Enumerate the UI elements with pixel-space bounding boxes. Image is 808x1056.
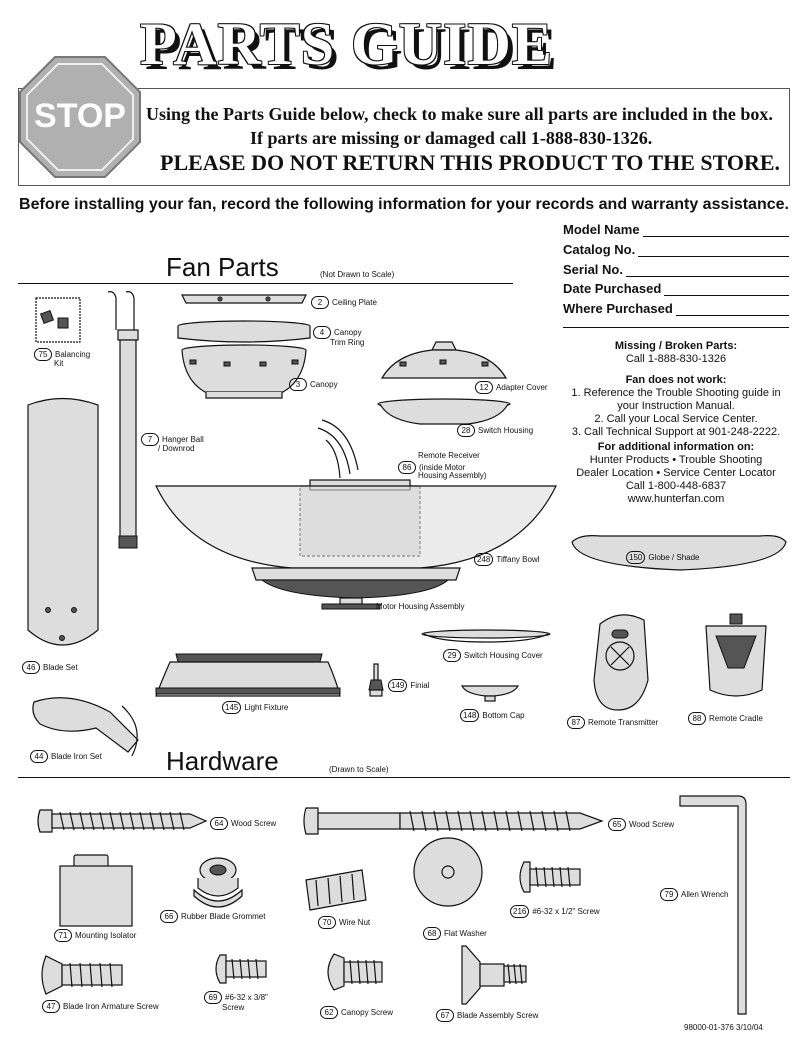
record-label: Where Purchased [563, 301, 673, 316]
screw-69-drawing [216, 955, 266, 983]
remote-transmitter-drawing [594, 615, 648, 710]
part-label-text: Switch Housing [478, 426, 534, 435]
wood-screw-64-drawing [38, 810, 206, 832]
part-label-text: Flat Washer [444, 929, 487, 938]
hw-47-label [42, 1000, 159, 1013]
record-label: Date Purchased [563, 281, 662, 296]
rubber-grommet-drawing [194, 858, 242, 907]
part-number-badge: 46 [22, 661, 40, 674]
additional-line: www.hunterfan.com [627, 493, 725, 505]
part-86-label-3: Housing Assembly) [418, 471, 487, 480]
fan-parts-note: (Not Drawn to Scale) [320, 270, 395, 279]
wood-screw-65-drawing [304, 808, 602, 834]
hw-79-label [660, 888, 728, 901]
part-number-badge: 44 [30, 750, 48, 763]
part-4-label-2: Trim Ring [330, 338, 365, 347]
part-number-badge: 65 [608, 818, 626, 831]
blade-drawing [28, 399, 98, 646]
part-number-badge: 87 [567, 716, 585, 729]
part-label-text: Remote Transmitter [588, 718, 659, 727]
part-label-text: Mounting Isolator [75, 931, 137, 940]
additional-line: Call 1-800-448-6837 [625, 480, 727, 492]
part-number-badge: 3 [289, 378, 307, 391]
notwork-line: 1. Reference the Trouble Shooting guide in [571, 387, 781, 399]
banner-line-2: If parts are missing or damaged call 1-888-830-1326. [250, 128, 653, 148]
part-148-label [460, 709, 525, 722]
part-75-label-2: Kit [54, 359, 64, 368]
banner-line-1: Using the Parts Guide below, check to make sure all parts are included in the box. [146, 104, 773, 124]
hardware-illustrations [0, 780, 808, 1035]
record-label: Model Name [563, 222, 640, 237]
part-number-badge: 64 [210, 817, 228, 830]
part-46-label [22, 661, 78, 674]
fan-parts-illustrations [0, 285, 808, 770]
part-number-badge: 28 [457, 424, 475, 437]
part-number-badge: 150 [626, 551, 645, 564]
part-number-badge: 148 [460, 709, 479, 722]
part-number-badge: 4 [313, 326, 331, 339]
part-number-badge: 88 [688, 712, 706, 725]
tiffany-bowl-drawing [156, 486, 556, 609]
part-label-text: Switch Housing Cover [464, 651, 543, 660]
motor-housing-label: Motor Housing Assembly [376, 602, 465, 611]
hw-65-label [608, 818, 674, 831]
part-label-text: Blade Iron Armature Screw [63, 1002, 159, 1011]
stop-sign-icon [18, 55, 142, 179]
wires-drawing [318, 420, 358, 478]
additional-line: Hunter Products • Trouble Shooting [589, 454, 763, 466]
part-number-badge: 216 [510, 905, 529, 918]
missing-title: Missing / Broken Parts: [614, 340, 738, 352]
part-2-label [311, 296, 377, 309]
part-29-label [443, 649, 543, 662]
part-label-text: Light Fixture [244, 703, 289, 712]
hw-67-label [436, 1009, 538, 1022]
hardware-rule [18, 777, 790, 778]
flat-washer-drawing [414, 838, 482, 906]
hw-71-label [54, 929, 136, 942]
part-label-text: Remote Cradle [709, 714, 763, 723]
missing-text: Call 1-888-830-1326 [625, 353, 727, 365]
part-number-badge: 67 [436, 1009, 454, 1022]
additional-line: Dealer Location • Service Center Locator [576, 467, 776, 479]
additional-title: For additional information on: [597, 441, 755, 453]
part-label-text: Wood Screw [629, 820, 675, 829]
part-28-label [457, 424, 533, 437]
part-label-text: Hanger Ball [162, 435, 204, 444]
record-catalog-no [563, 242, 789, 257]
hw-69-label-2: Screw [222, 1003, 245, 1012]
switch-housing-cover-drawing [422, 630, 550, 642]
part-label-text: Canopy Screw [341, 1008, 394, 1017]
hardware-note: (Drawn to Scale) [329, 765, 389, 774]
part-label-text: #6-32 x 1/2" Screw [532, 907, 600, 916]
part-149-label [388, 679, 429, 692]
part-label-text: Balancing [55, 350, 91, 359]
part-number-badge: 145 [222, 701, 241, 714]
part-number-badge: 12 [475, 381, 493, 394]
part-label-text: Canopy [310, 380, 338, 389]
part-145-label [222, 701, 288, 714]
notwork-title: Fan does not work: [625, 374, 727, 386]
remote-cradle-drawing [706, 614, 766, 696]
switch-housing-drawing [378, 399, 510, 424]
part-label-text: Blade Iron Set [51, 752, 102, 761]
part-number-badge: 248 [474, 553, 493, 566]
part-label-text: Tiffany Bowl [496, 555, 540, 564]
part-label-text: Ceiling Plate [332, 298, 377, 307]
part-number-badge: 75 [34, 348, 52, 361]
part-label-text: Blade Assembly Screw [457, 1011, 539, 1020]
hw-62-label [320, 1006, 393, 1019]
wire-nut-drawing [306, 870, 366, 910]
part-label-text: Finial [410, 681, 430, 690]
part-label-text: Bottom Cap [482, 711, 525, 720]
bottom-cap-drawing [462, 686, 518, 701]
part-number-badge: 71 [54, 929, 72, 942]
part-number-badge: 66 [160, 910, 178, 923]
screw-67-drawing [462, 946, 526, 1004]
screw-62-drawing [328, 954, 382, 990]
record-serial-no [563, 262, 789, 277]
page-title: PARTS GUIDE [140, 11, 553, 77]
part-number-badge: 68 [423, 927, 441, 940]
part-label-text: Wire Nut [339, 918, 371, 927]
part-number-badge: 70 [318, 916, 336, 929]
downrod-drawing [108, 292, 138, 548]
allen-wrench-drawing [680, 796, 746, 1014]
screw-216-drawing [520, 862, 580, 892]
canopy-trim-ring-drawing [178, 321, 310, 342]
part-number-badge: 2 [311, 296, 329, 309]
part-86-label-1: Remote Receiver [418, 451, 480, 460]
hw-64-label [210, 817, 276, 830]
mounting-isolator-drawing [60, 855, 132, 926]
part-number-badge: 7 [141, 433, 159, 446]
footer-code: 98000-01-376 3/10/04 [684, 1023, 763, 1032]
fan-parts-rule [18, 283, 513, 284]
part-7-label-2: / Downrod [158, 444, 195, 453]
part-248-label [474, 553, 540, 566]
before-installing-text: Before installing your fan, record the following information for your records and warranty assistance. [19, 196, 789, 213]
ceiling-plate-drawing [182, 295, 306, 303]
part-88-label [688, 712, 763, 725]
notwork-line: 2. Call your Local Service Center. [594, 413, 758, 425]
part-150-label [626, 551, 700, 564]
part-label-text: Wood Screw [231, 819, 277, 828]
part-number-badge: 149 [388, 679, 407, 692]
hw-216-label [510, 905, 600, 918]
part-number-badge: 79 [660, 888, 678, 901]
blade-iron-drawing [33, 698, 138, 756]
hw-66-label [160, 910, 265, 923]
part-label-text: Canopy [334, 328, 362, 337]
part-number-badge: 86 [398, 461, 416, 474]
hw-68-label [423, 927, 487, 940]
part-44-label [30, 750, 102, 763]
part-label-text: #6-32 x 3/8" [225, 993, 268, 1002]
hardware-title: Hardware [166, 746, 279, 776]
balancing-kit-drawing [36, 298, 80, 342]
part-label-text: (inside Motor [419, 463, 466, 472]
part-number-badge: 69 [204, 991, 222, 1004]
part-label-text: Allen Wrench [681, 890, 729, 899]
record-label: Catalog No. [563, 242, 636, 257]
fan-parts-title: Fan Parts [166, 252, 279, 282]
part-87-label [567, 716, 658, 729]
light-fixture-drawing [156, 654, 340, 696]
part-number-badge: 29 [443, 649, 461, 662]
record-model-name [563, 222, 789, 237]
part-label-text: Globe / Shade [648, 553, 700, 562]
screw-47-drawing [42, 956, 122, 994]
part-label-text: Adapter Cover [496, 383, 548, 392]
part-12-label [475, 381, 548, 394]
notwork-line: your Instruction Manual. [617, 400, 735, 412]
finial-drawing [369, 664, 383, 696]
part-label-text: Rubber Blade Grommet [181, 912, 266, 921]
hw-70-label [318, 916, 370, 929]
banner-line-3: PLEASE DO NOT RETURN THIS PRODUCT TO THE STORE. [160, 150, 781, 175]
record-label: Serial No. [563, 262, 623, 277]
stop-sign-text: STOP [34, 97, 126, 135]
part-3-label [289, 378, 338, 391]
part-number-badge: 47 [42, 1000, 60, 1013]
canopy-drawing [182, 345, 306, 398]
part-number-badge: 62 [320, 1006, 338, 1019]
part-label-text: Blade Set [43, 663, 78, 672]
adapter-cover-drawing [382, 342, 506, 378]
notwork-line: 3. Call Technical Support at 901-248-2222. [571, 426, 781, 438]
